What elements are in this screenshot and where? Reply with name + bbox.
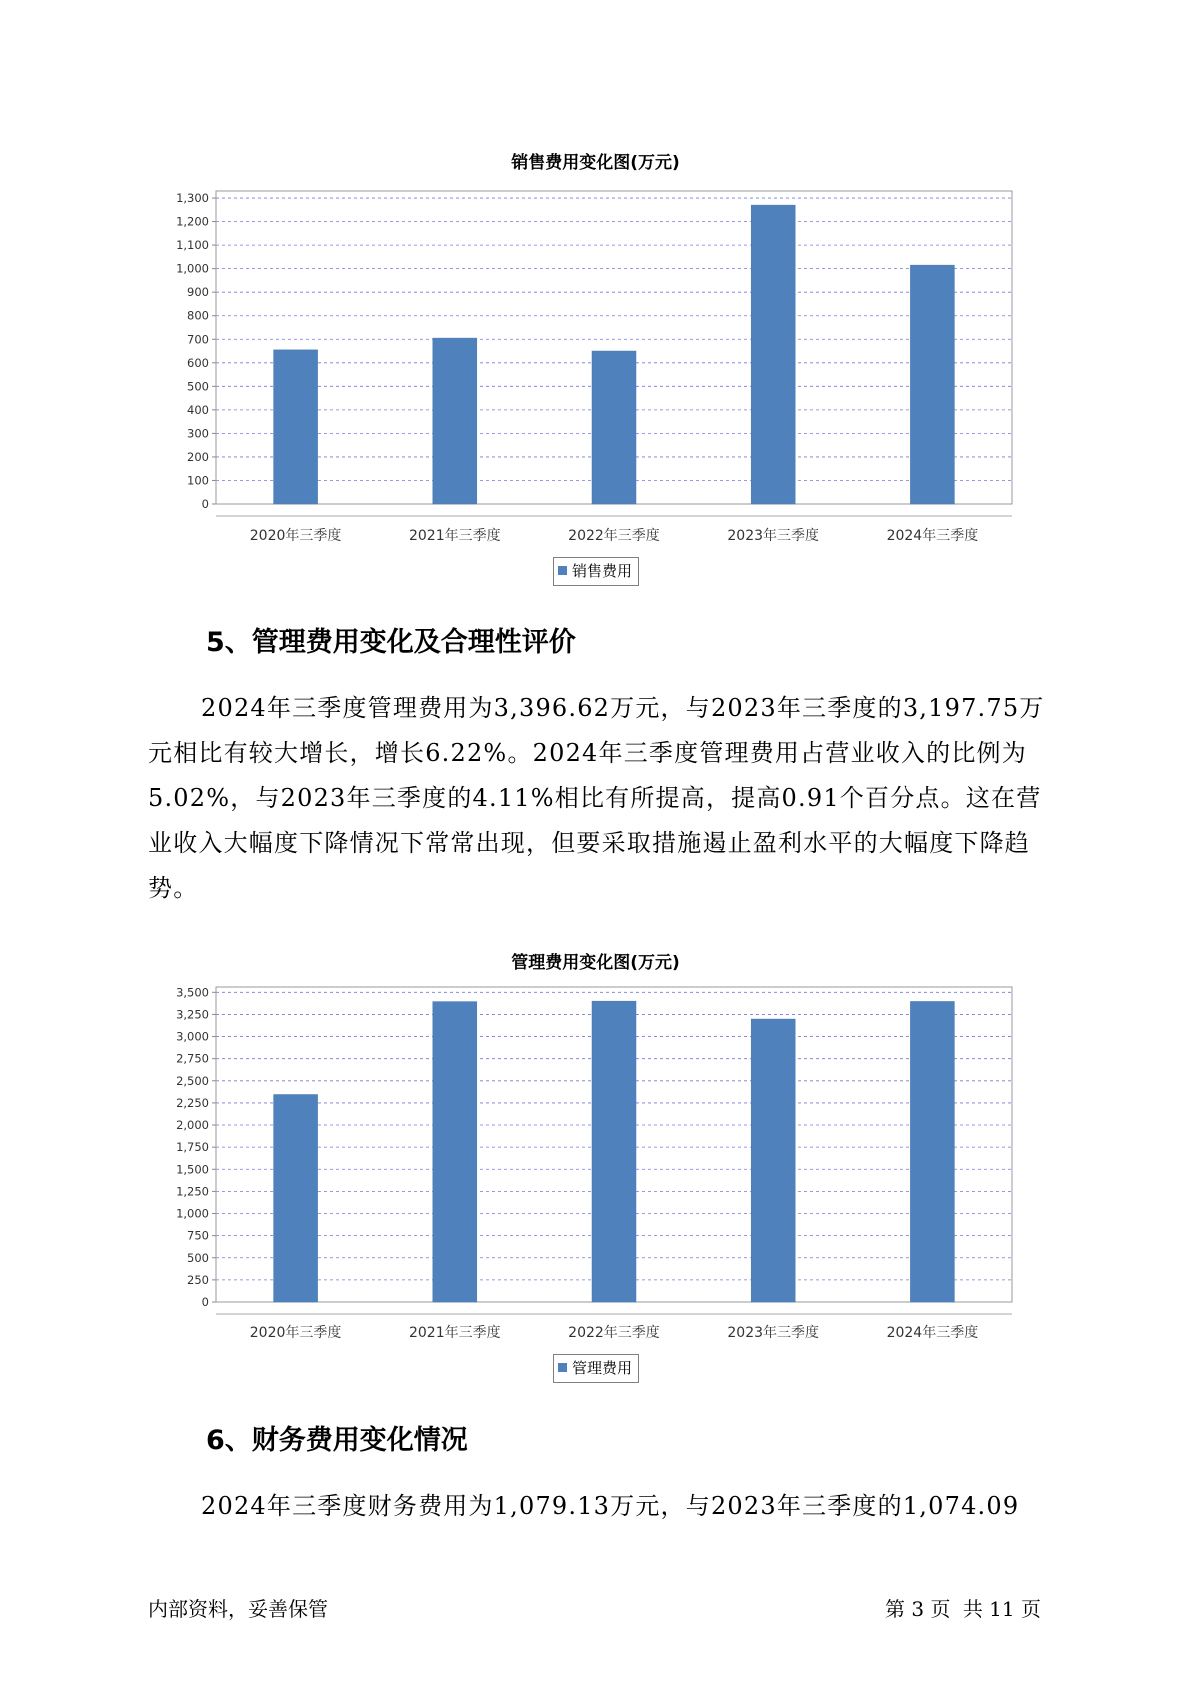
y-tick-label: 3,000 <box>176 1029 209 1044</box>
y-tick-label: 1,250 <box>176 1184 209 1199</box>
x-tick-label: 2022年三季度 <box>568 528 660 544</box>
y-tick-label: 1,000 <box>176 261 209 276</box>
bar <box>751 1019 795 1302</box>
section-paragraph-finance-expense: 2024年三季度财务费用为1,079.13万元，与2023年三季度的1,074.09 <box>201 1492 1020 1520</box>
footer-page-number <box>885 1593 1047 1622</box>
y-tick-label: 500 <box>187 1250 209 1265</box>
total-pages-label: 共 11 页 <box>962 1597 1041 1621</box>
legend-label: 管理费用 <box>572 1359 633 1377</box>
y-tick-label: 2,500 <box>176 1073 209 1088</box>
y-tick-label: 3,500 <box>176 985 209 1000</box>
y-tick-label: 800 <box>187 308 209 323</box>
y-tick-label: 0 <box>201 1295 209 1309</box>
y-tick-label: 2,250 <box>176 1095 209 1110</box>
y-tick-label: 0 <box>201 497 209 511</box>
y-tick-label: 600 <box>187 355 209 370</box>
bar <box>274 1095 318 1302</box>
y-tick-label: 2,750 <box>176 1051 209 1066</box>
chart-title-sales: 销售费用变化图(万元) <box>511 153 680 173</box>
footer-confidential-note: 内部资料，妥善保管 <box>148 1597 328 1621</box>
bar <box>433 1002 477 1302</box>
x-tick-label: 2024年三季度 <box>886 528 979 544</box>
y-tick-label: 300 <box>187 426 209 441</box>
y-tick-label: 1,300 <box>176 191 209 206</box>
legend-swatch <box>558 1363 567 1372</box>
legend-admin <box>553 1354 639 1383</box>
x-tick-label: 2023年三季度 <box>727 528 820 544</box>
y-tick-label: 100 <box>187 473 209 488</box>
section-paragraph-admin-expense: 2024年三季度管理费用为3,396.62万元，与2023年三季度的3,197.75万元相比有较大增长，增长6.22%。2024年三季度管理费用占营业收入的比例为5.02%，与2023年三季度的4.11%相比有所提高，提高0.91个百分点。这在营业收入大幅度下降情况下常常出现，但要采取措施遏止盈利水平的大幅度下降趋势。 <box>148 694 1045 902</box>
bar <box>910 1001 954 1302</box>
y-tick-label: 1,200 <box>176 214 209 229</box>
x-tick-label: 2020年三季度 <box>249 528 342 544</box>
y-tick-label: 1,750 <box>176 1140 209 1155</box>
y-tick-label: 700 <box>187 332 209 347</box>
y-tick-label: 500 <box>187 379 209 394</box>
y-tick-label: 750 <box>187 1228 209 1243</box>
x-tick-label: 2020年三季度 <box>249 1325 342 1341</box>
bar <box>592 1001 636 1302</box>
page-label: 第 3 页 <box>885 1597 951 1621</box>
x-tick-label: 2024年三季度 <box>886 1325 979 1341</box>
y-tick-label: 200 <box>187 449 209 464</box>
chart-title-admin: 管理费用变化图(万元) <box>511 953 680 973</box>
x-tick-label: 2021年三季度 <box>408 1325 501 1341</box>
y-tick-label: 250 <box>187 1272 209 1287</box>
y-tick-label: 900 <box>187 285 209 300</box>
x-tick-label: 2021年三季度 <box>408 528 501 544</box>
y-tick-label: 2,000 <box>176 1118 209 1133</box>
y-tick-label: 1,000 <box>176 1206 209 1221</box>
y-tick-label: 3,250 <box>176 1007 209 1022</box>
y-tick-label: 1,500 <box>176 1162 209 1177</box>
x-tick-label: 2022年三季度 <box>568 1325 660 1341</box>
y-tick-label: 400 <box>187 402 209 417</box>
section-heading-finance-expense: 6、财务费用变化情况 <box>206 1425 468 1456</box>
section-heading-admin-expense: 5、管理费用变化及合理性评价 <box>206 627 576 658</box>
x-tick-label: 2023年三季度 <box>727 1325 820 1341</box>
y-tick-label: 1,100 <box>176 238 209 253</box>
legend-label: 销售费用 <box>572 562 633 580</box>
